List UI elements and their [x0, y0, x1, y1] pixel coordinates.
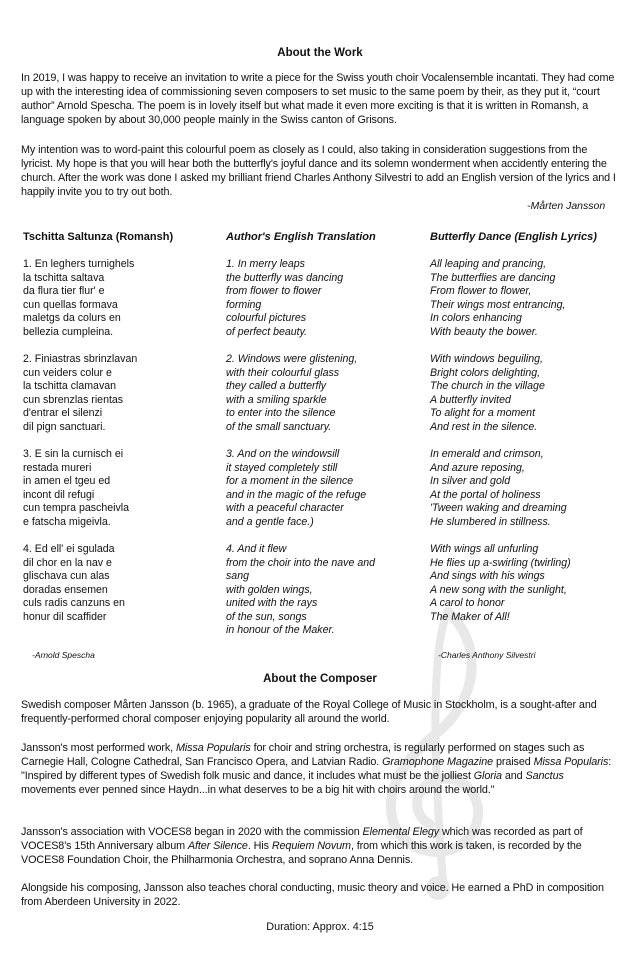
lyric-line: All leaping and prancing, [430, 258, 547, 270]
lyric-line: e fatscha migeivla. [23, 515, 111, 528]
lyric-line: 2. Finiastras sbrinzlavan [23, 353, 138, 365]
work-title: Missa Popularis [533, 756, 609, 768]
translation-stanza-2 [226, 353, 376, 434]
lyric-line: glischava cun alas [23, 570, 110, 582]
lyric-line: la tschitta saltava [23, 271, 105, 284]
romansh-column-title: Tschitta Saltunza (Romansh) [23, 231, 174, 243]
lyric-line: with a peaceful character [226, 502, 344, 514]
album-title: After Silence [187, 840, 248, 852]
lyric-line: of the sun, songs [226, 610, 307, 623]
text-run: and [501, 770, 526, 782]
lyric-line: With windows beguiling, [430, 353, 543, 365]
lyrics-column-title: Butterfly Dance (English Lyrics) [430, 231, 597, 243]
lyric-line: 1. In merry leaps [226, 258, 305, 270]
work-title: Elemental Elegy [362, 826, 440, 838]
lyric-line: bellezia cumpleina. [23, 325, 114, 338]
lyrics-stanza-4 [430, 543, 597, 624]
lyric-line: with their colourful glass [226, 366, 340, 379]
lyric-line: To alight for a moment [430, 407, 536, 419]
lyric-line: 3. E sin la curnisch ei [23, 448, 124, 460]
about-work-paragraph-2: My intention was to word-paint this colourful poem as closely as I could, also taking in consideration suggestions from the lyricist. My hope is that you will hear both the butterfly's joyful dance and its solemn wonderment when accidently entering the church. After the work was done I asked my brilliant friend Charles Anthony Silvestri to add an English version of the lyrics and I happily invite you to try out both. [21, 144, 616, 198]
text-run: movements ever penned since Haydn...in what deserves to be a big hit with choirs around the world." [21, 784, 495, 796]
lyric-line: and a gentle face.) [226, 515, 314, 528]
lyric-line: doradas ensemen [23, 583, 108, 596]
work-title: Requiem Novum [271, 840, 351, 852]
translation-stanza-4 [226, 543, 376, 638]
lyric-line: The butterflies are dancing [430, 271, 556, 284]
romansh-stanza-1 [23, 258, 173, 339]
lyric-line: From flower to flower, [430, 285, 532, 297]
lyrics-stanza-2 [430, 353, 597, 434]
text-run: , from which this work is taken, is recorded by the VOCES8 Foundation Choir, the Philharmonia Orchestra, and soprano Anna Dennis. [21, 840, 582, 866]
lyric-line: 4. Ed ell' ei sgulada [23, 543, 115, 555]
lyric-line: A butterfly invited [430, 393, 511, 406]
lyric-line: Bright colors delighting, [430, 366, 541, 379]
translation-stanza-1 [226, 258, 376, 339]
lyric-line: cun sbrenzlas rientas [23, 393, 124, 406]
lyric-line: 4. And it flew [226, 543, 287, 555]
movement-title: Sanctus [525, 770, 564, 782]
lyric-line: A carol to honor [430, 597, 505, 609]
translation-column-title: Author's English Translation [226, 231, 376, 243]
about-composer-paragraph-4: Alongside his composing, Jansson also teaches choral conducting, music theory and voice. He earned a PhD in composition from Aberdeen University in 2022. [21, 882, 604, 908]
text-run: praised [493, 756, 534, 768]
lyric-line: and in the magic of the refuge [226, 488, 367, 501]
lyric-line: cun quellas formava [23, 298, 118, 311]
about-composer-paragraph-1: Swedish composer Mårten Jansson (b. 1965), a graduate of the Royal College of Music in Stockholm, is a sought-after and frequently-performed choral composer enjoying popularity all around the world. [21, 699, 597, 725]
magazine-title: Gramophone Magazine [382, 756, 494, 768]
lyric-line: for a moment in the silence [226, 475, 354, 487]
lyric-line: forming [226, 298, 262, 311]
lyric-line: dil chor en la nav e [23, 556, 112, 569]
about-work-paragraph-1: In 2019, I was happy to receive an invitation to write a piece for the Swiss youth choir Vocalensemble incantati. They had come up with the interesting idea of commissioning seven composers to set music to the same poem by their, as they put it, “court author” Arnold Spescha. The poem is in lovely itself but what made it even more exciting is that it is written in Romansh, a language spoken by about 30,000 people mainly in the Swiss canton of Grisons. [21, 72, 615, 126]
lyric-line: In emerald and crimson, [430, 448, 544, 460]
lyric-line: 'Tween waking and dreaming [430, 502, 567, 514]
lyric-line: colourful pictures [226, 312, 307, 324]
lyric-line: At the portal of holiness [430, 488, 541, 501]
lyric-line: cun tempra pascheivla [23, 502, 129, 514]
lyric-line: of the small sanctuary. [226, 420, 332, 433]
lyric-line: And rest in the silence. [430, 420, 538, 433]
lyric-line: incont dil refugi [23, 488, 95, 501]
lyric-line: With beauty the bower. [430, 325, 538, 338]
lyric-line: la tschitta clamavan [23, 380, 117, 392]
translator-credit: -Charles Anthony Silvestri [438, 650, 536, 660]
lyric-line: united with the rays [226, 597, 318, 609]
lyric-line: 1. En leghers turnighels [23, 258, 135, 270]
lyric-line: The Maker of All! [430, 610, 510, 623]
lyric-line: honur dil scaffider [23, 610, 107, 623]
lyric-line: dil pign sanctuari. [23, 420, 106, 433]
about-work-heading: About the Work [277, 47, 363, 59]
work-title: Missa Popularis [175, 742, 251, 754]
lyric-line: In colors enhancing [430, 312, 522, 324]
lyric-line: sang [226, 570, 249, 582]
about-composer-paragraph-2 [21, 741, 621, 797]
lyric-line: maletgs da colurs en [23, 312, 121, 324]
lyric-line: from flower to flower [226, 285, 322, 297]
translation-column [226, 230, 376, 638]
romansh-stanza-3 [23, 448, 173, 529]
lyric-line: to enter into the silence [226, 407, 336, 419]
lyric-line: in honour of the Maker. [226, 624, 335, 636]
lyric-line: of perfect beauty. [226, 325, 308, 338]
lyric-line: from the choir into the nave and [226, 556, 375, 569]
lyric-line: da flura tier flur' e [23, 285, 105, 297]
about-composer-heading: About the Composer [263, 673, 377, 685]
text-run: Jansson's association with VOCES8 began in 2020 with the commission [21, 826, 363, 838]
lyric-line: The church in the village [430, 380, 545, 392]
text-run: . His [247, 840, 272, 852]
lyric-line: In silver and gold [430, 475, 511, 487]
romansh-column [23, 230, 173, 624]
lyric-line: with a smiling sparkle [226, 393, 327, 406]
lyricist-credit: -Arnold Spescha [32, 650, 95, 660]
lyric-line: with golden wings, [226, 583, 313, 596]
lyric-line: He slumbered in stillness. [430, 515, 551, 528]
text-run: which was recorded as part of VOCES8's 15th Anniversary album [21, 826, 583, 852]
lyric-line: And sings with his wings [430, 570, 545, 582]
lyric-line: 3. And on the windowsill [226, 448, 340, 460]
text-run: Jansson's most performed work, [21, 742, 176, 754]
text-run: : "Inspired by different types of Swedish folk music and dance, it includes what must be the jolliest [21, 756, 612, 782]
romansh-stanza-2 [23, 353, 173, 434]
lyric-line: the butterfly was dancing [226, 271, 344, 284]
lyrics-stanza-3 [430, 448, 597, 529]
translation-stanza-3 [226, 448, 376, 529]
about-composer-paragraph-3 [21, 825, 621, 867]
lyric-line: A new song with the sunlight, [430, 583, 567, 596]
text-run: for choir and string orchestra, is regularly performed on stages such as Carnegie Hall, Cologne Cathedral, San Francisco Opera, and Latvian Radio. [21, 742, 585, 768]
duration: Duration: Approx. 4:15 [266, 921, 374, 933]
lyric-line: 2. Windows were glistening, [226, 353, 358, 365]
romansh-stanza-4 [23, 543, 173, 624]
lyric-line: With wings all unfurling [430, 543, 539, 555]
movement-title: Gloria [473, 770, 502, 782]
lyrics-column [430, 230, 597, 624]
composer-signature: -Mårten Jansson [527, 200, 606, 212]
lyric-line: in amen el tgeu ed [23, 475, 111, 487]
lyric-line: Their wings most entrancing, [430, 298, 566, 311]
lyric-line: culs radis canzuns en [23, 597, 125, 609]
lyric-line: cun veiders colur e [23, 366, 112, 379]
lyric-line: He flies up a-swirling (twirling) [430, 556, 571, 569]
lyric-line: d'entrar el silenzi [23, 407, 103, 419]
lyrics-stanza-1 [430, 258, 597, 339]
lyric-line: it stayed completely still [226, 461, 338, 474]
lyric-line: restada mureri [23, 461, 92, 474]
lyric-line: And azure reposing, [430, 461, 525, 474]
lyric-line: they called a butterfly [226, 380, 327, 392]
